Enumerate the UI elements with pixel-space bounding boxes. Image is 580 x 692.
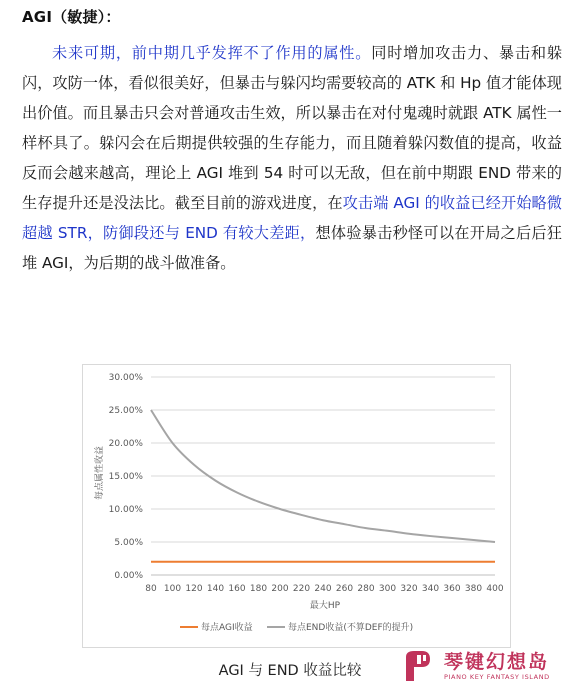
x-tick-label: 260 [335, 584, 354, 594]
x-tick-label: 80 [145, 584, 157, 594]
line-chart [83, 365, 510, 647]
logo-subtitle: PIANO KEY FANTASY ISLAND [444, 673, 550, 681]
y-tick-label: 30.00% [108, 373, 143, 383]
x-tick-label: 320 [400, 584, 418, 594]
chart-grid [151, 377, 495, 575]
highlight-text-2: 攻击端 AGI 的收益已经开始略微超越 STR，防御段还与 END 有较大差距， [22, 194, 562, 242]
x-tick-label: 380 [464, 584, 483, 594]
body-text-2: 想体验暴击秒怪可以在开局之后后狂堆 AGI，为后期的战斗做准备。 [22, 224, 562, 272]
x-tick-labels [145, 584, 504, 594]
x-tick-label: 140 [206, 584, 225, 594]
y-tick-label: 5.00% [114, 538, 143, 548]
x-tick-label: 160 [228, 584, 246, 594]
logo-title: 琴键幻想岛 [444, 651, 550, 673]
highlight-text-1: 未来可期，前中期几乎发挥不了作用的属性。 [52, 44, 372, 62]
legend-label-end: 每点END收益(不算DEF的提升) [288, 623, 414, 633]
x-axis-label: 最大HP [309, 601, 341, 611]
y-tick-label: 10.00% [108, 505, 143, 515]
figure-caption: AGI 与 END 收益比较 [218, 663, 362, 679]
x-tick-label: 200 [271, 584, 289, 594]
legend-label-agi: 每点AGI收益 [201, 623, 253, 633]
y-tick-label: 20.00% [108, 439, 143, 449]
x-tick-label: 340 [421, 584, 440, 594]
body-text-1: 同时增加攻击力、暴击和躲闪，攻防一体，看似很美好，但暴击与躲闪均需要较高的 ATK 和 Hp 值才能体现出价值。而且暴击只会对普通攻击生效，所以暴击在对付鬼魂时就跟 ATK 属性一样杯具了。躲闪会在后期提供较强的生存能力，而且随着躲闪数值的提高，收益反而会越来越高，理论上 AGI 堆到 54 时可以无敌，但在前中期跟 END 带来的生存提升还是没法比。截至目前的游戏进度，在 [22, 44, 563, 212]
x-tick-label: 280 [357, 584, 375, 594]
x-tick-label: 240 [314, 584, 332, 594]
x-tick-label: 300 [378, 584, 397, 594]
chart-container [82, 364, 511, 648]
section-heading: AGI（敏捷）： [22, 8, 121, 26]
y-axis-label: 每点属性收益 [95, 445, 105, 501]
x-tick-label: 400 [486, 584, 504, 594]
x-tick-label: 100 [163, 584, 182, 594]
x-tick-label: 120 [185, 584, 203, 594]
y-tick-labels [109, 373, 144, 581]
x-tick-label: 360 [443, 584, 461, 594]
y-tick-label: 25.00% [108, 406, 143, 416]
y-tick-label: 15.00% [108, 472, 143, 482]
piano-key-logo-icon [400, 647, 440, 687]
x-tick-label: 180 [249, 584, 268, 594]
watermark-logo [400, 645, 572, 689]
x-tick-label: 220 [292, 584, 311, 594]
legend [180, 621, 413, 633]
body-paragraph [22, 38, 562, 278]
y-tick-label: 0.00% [114, 571, 143, 581]
